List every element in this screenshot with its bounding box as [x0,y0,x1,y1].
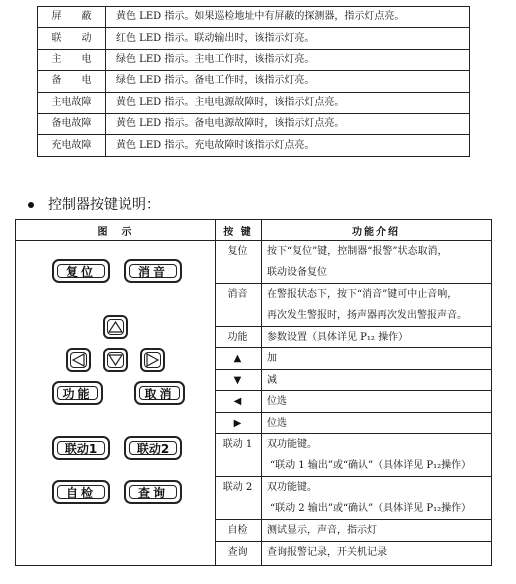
indicator-name: 屏 蔽 [38,7,106,28]
bullet-icon [28,202,34,208]
table-row [38,135,470,156]
table-row [38,113,470,134]
table-row [38,28,470,49]
cancel-button[interactable] [134,381,185,405]
indicator-name: 充电故障 [38,135,106,156]
table-row [38,92,470,113]
key-name: ▲ [233,353,242,364]
indicator-desc: 绿色 LED 指示。主电工作时，该指示灯亮。 [106,49,470,70]
key-function [267,434,487,476]
table-row [215,413,491,433]
selftest-button-label: 自检 [65,485,96,500]
indicator-desc: 黄色 LED 指示。充电故障时该指示灯点亮。 [106,135,470,156]
mute-button[interactable] [124,259,182,283]
key-function-line2: 再次发生警报时，扬声器再次发出警报声音。 [267,310,467,321]
mute-button-label: 消音 [137,264,168,279]
table-row [215,434,491,476]
key-name: ◀ [233,396,242,407]
section-heading [28,194,160,214]
down-arrow-button[interactable] [103,348,128,372]
function-button-label: 功能 [62,386,93,401]
selftest-button[interactable] [52,480,110,504]
table-row [38,49,470,70]
key-function-line1: 双功能键。 [267,439,317,450]
link1-button[interactable] [52,436,110,460]
key-function-line2: “联动 2 输出”或“确认”（具体详见 P₁₂操作） [270,503,472,514]
table-row [215,284,491,326]
reset-button-label: 复位 [65,264,96,279]
table-row [215,327,491,347]
table-row [215,241,491,283]
key-function [267,284,487,326]
key-function-line1: 双功能键。 [267,482,317,493]
key-function: 参数设置（具体详见 P₁₂ 操作） [267,332,409,343]
header-diagram: 图 示 [97,226,134,238]
section-heading-text: 控制器按键说明： [48,197,160,213]
query-button-label: 查询 [137,485,168,500]
reset-button[interactable] [52,259,110,283]
indicator-desc: 绿色 LED 指示。备电工作时，该指示灯亮。 [106,71,470,92]
indicator-desc: 黄色 LED 指示。如果巡检地址中有屏蔽的探测器，指示灯点亮。 [106,7,470,28]
key-function-line2: “联动 1 输出”或“确认”（具体详见 P₁₂操作） [270,460,472,471]
up-arrow-button[interactable] [103,315,128,339]
link1-button-label: 联动1 [64,441,98,456]
right-arrow-button[interactable] [140,348,165,372]
key-function: 减 [267,375,277,386]
key-table [15,219,492,566]
key-function: 位选 [267,396,287,407]
key-name: 自检 [227,525,248,536]
key-function: 查询报警记录，开关机记录 [267,547,387,558]
indicator-name: 备 电 [38,71,106,92]
cancel-button-label: 取消 [144,386,175,401]
link2-button-label: 联动2 [136,441,170,456]
indicator-name: 主电故障 [38,92,106,113]
table-row [215,391,491,412]
table-row [215,370,491,390]
key-name: 消音 [227,289,248,300]
key-name: 查询 [227,547,248,558]
function-button[interactable] [52,381,103,405]
triangle-left-icon [71,353,86,367]
left-arrow-button[interactable] [66,348,91,372]
table-row [38,71,470,92]
key-function: 测试显示，声音，指示灯 [267,525,377,536]
key-function-line1: 在警报状态下，按下“消音”键可中止音响， [267,289,458,300]
header-function: 功能介绍 [352,226,400,238]
key-name: 复位 [227,246,248,257]
table-row [215,348,491,369]
key-name: ▶ [233,418,242,429]
key-function: 位选 [267,418,287,429]
triangle-down-icon [108,353,123,367]
key-function [267,477,487,519]
indicator-desc: 黄色 LED 指示。主电电源故障时，该指示灯点亮。 [106,92,470,113]
indicator-desc: 红色 LED 指示。联动输出时，该指示灯亮。 [106,28,470,49]
indicator-name: 主 电 [38,49,106,70]
table-row [215,542,491,566]
key-function [267,241,487,283]
indicator-name: 联 动 [38,28,106,49]
key-name: 联动 1 [222,439,253,450]
key-function: 加 [267,353,277,364]
table-row [215,520,491,541]
key-function-line2: 联动设备复位 [267,267,327,278]
key-name: 联动 2 [222,482,253,493]
indicator-table [37,6,470,157]
link2-button[interactable] [124,436,182,460]
key-function-line1: 按下“复位”键，控制器“报警”状态取消， [267,246,448,257]
table-row [215,477,491,519]
key-name: 功能 [227,332,248,343]
triangle-up-icon [108,320,123,334]
key-name: ▼ [233,375,242,386]
query-button[interactable] [124,480,182,504]
table-row [38,7,470,28]
header-key: 按 键 [223,226,253,238]
indicator-desc: 黄色 LED 指示。备电电源故障时，该指示灯点亮。 [106,113,470,134]
indicator-name: 备电故障 [38,113,106,134]
triangle-right-icon [145,353,160,367]
